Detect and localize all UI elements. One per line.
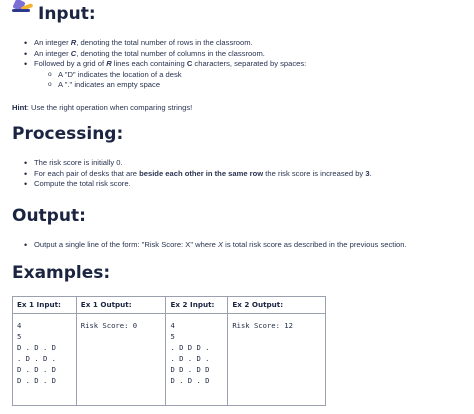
examples-heading: Examples: — [12, 263, 111, 283]
list-item: • Followed by a grid of R lines each containing C characters, separated by spaces: o A "D" indicates the location of a desk o A "." indicates an empty space — [24, 59, 306, 91]
list-item: • An integer R, denoting the total number of rows in the classroom. — [24, 38, 306, 49]
examples-table — [12, 296, 326, 406]
column-header: Ex 2 Input: — [166, 297, 228, 314]
ex2-input-cell: 4 5 . D D D . . D . D . D D . D D D . D . D — [166, 314, 228, 406]
list-item: o A "." indicates an empty space — [48, 80, 306, 91]
output-list — [24, 240, 407, 251]
column-header: Ex 2 Output: — [228, 297, 326, 314]
sub-list — [48, 70, 306, 91]
table-header-row — [13, 297, 326, 314]
list-item: • Output a single line of the form: "Risk Score: X" where X is total risk score as described in the previous section. — [24, 240, 407, 251]
processing-list — [24, 158, 372, 190]
ex1-output-cell: Risk Score: 0 — [76, 314, 166, 406]
list-item: • Compute the total risk score. — [24, 179, 372, 190]
list-item: o A "D" indicates the location of a desk — [48, 70, 306, 81]
output-heading: Output: — [12, 206, 86, 226]
list-item: • An integer C, denoting the total number of columns in the classroom. — [24, 49, 306, 60]
column-header: Ex 1 Output: — [76, 297, 166, 314]
ex2-output-cell: Risk Score: 12 — [228, 314, 326, 406]
processing-heading: Processing: — [12, 124, 124, 144]
list-item: • The risk score is initially 0. — [24, 158, 372, 169]
input-heading: Input: — [38, 4, 96, 24]
table-row — [13, 314, 326, 406]
list-item: • For each pair of desks that are beside each other in the same row the risk score is increased by 3. — [24, 169, 372, 180]
ex1-input-cell: 4 5 D . D . D . D . D . D . D . D D . D . D — [13, 314, 77, 406]
hint-text: Hint: Use the right operation when comparing strings! — [12, 103, 193, 112]
logo-icon — [12, 0, 36, 16]
column-header: Ex 1 Input: — [13, 297, 77, 314]
input-list — [24, 38, 306, 91]
